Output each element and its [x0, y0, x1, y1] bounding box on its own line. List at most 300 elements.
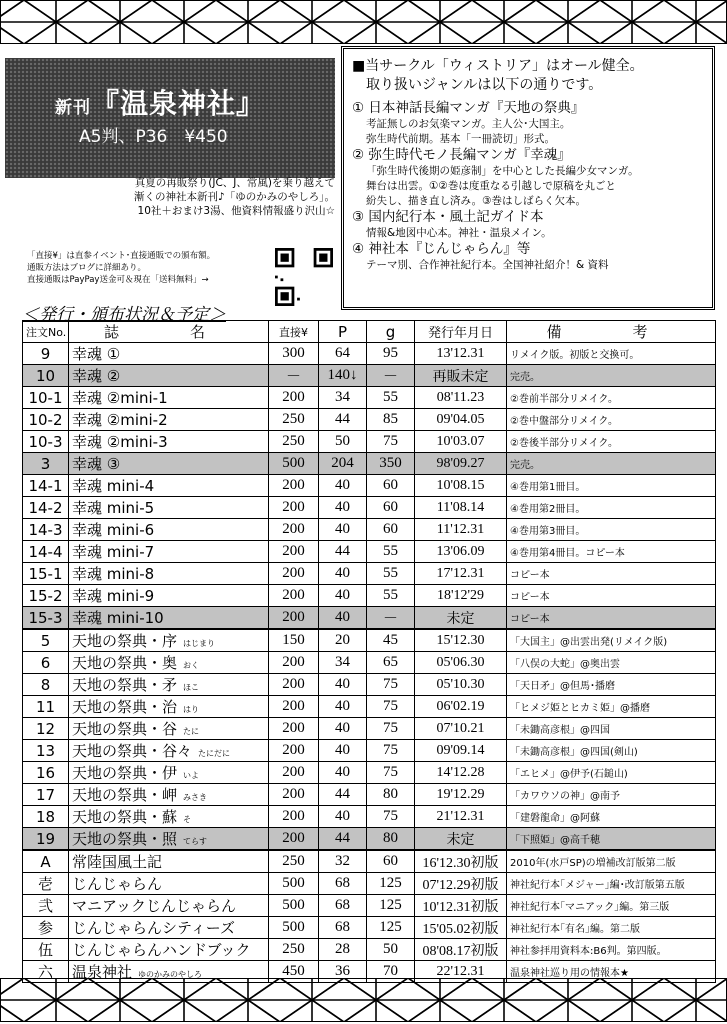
table-row — [23, 718, 716, 740]
promo-book-title: 『温泉神社』 — [91, 87, 266, 120]
order-no-cell — [23, 431, 69, 453]
note-cell-text: ②巻後半部分リメイク。 — [510, 438, 618, 449]
pages-cell — [319, 475, 367, 497]
genre-detail: 弥生時代前期。基本「一冊読切」形式。 — [366, 133, 555, 145]
date-cell — [415, 497, 507, 519]
title-cell-text: 天地の祭典・矛 — [72, 676, 178, 694]
table-row — [23, 696, 716, 718]
price-cell-text: 250 — [282, 941, 305, 957]
publication-table — [22, 320, 716, 983]
order-no-cell — [23, 674, 69, 696]
weight-cell-text: 70 — [383, 963, 398, 979]
weight-cell-text: 55 — [383, 543, 398, 559]
weight-cell — [367, 497, 415, 519]
order-no-cell — [23, 652, 69, 674]
price-cell — [269, 585, 319, 607]
note-cell — [507, 740, 716, 762]
pages-cell — [319, 762, 367, 784]
title-cell — [69, 409, 269, 431]
title-cell-text: 幸魂 mini-4 — [72, 477, 155, 495]
date-cell — [415, 563, 507, 585]
price-cell — [269, 343, 319, 365]
weight-cell-text: 85 — [383, 411, 398, 427]
promo-desc-line: 真夏の再販祭り(JC、J、常風)を乗り越えて — [134, 177, 335, 189]
date-cell-text: 19'12.29 — [436, 786, 485, 802]
pages-cell-text: 20 — [335, 632, 350, 648]
weight-cell-text: 125 — [379, 919, 402, 935]
order-no-cell — [23, 806, 69, 828]
weight-cell — [367, 784, 415, 806]
order-no-cell — [23, 718, 69, 740]
pages-cell-text: 40 — [335, 521, 350, 537]
header-title: 誌 名 — [69, 321, 269, 343]
weight-cell — [367, 563, 415, 585]
note-cell — [507, 917, 716, 939]
note-cell-text: コピー本 — [510, 614, 550, 625]
weight-cell-text: 95 — [383, 345, 398, 361]
weight-cell — [367, 387, 415, 409]
note-cell-text: ④巻用第2冊目。 — [510, 504, 586, 515]
pages-cell — [319, 563, 367, 585]
order-no-cell-text: 10-3 — [28, 432, 63, 451]
order-no-cell-text: 15-1 — [28, 564, 63, 583]
price-cell-text: 500 — [282, 897, 305, 913]
price-cell — [269, 696, 319, 718]
header-price: 直接¥ — [269, 321, 319, 343]
weight-cell-text: 60 — [383, 853, 398, 869]
date-cell-text: 07'12.29初版 — [422, 877, 499, 893]
date-cell — [415, 850, 507, 873]
weight-cell — [367, 519, 415, 541]
price-cell — [269, 850, 319, 873]
order-no-cell — [23, 563, 69, 585]
title-cell-text: 天地の祭典・岬 — [72, 786, 178, 804]
order-no-cell-text: 13 — [35, 741, 56, 760]
pages-cell-text: 40 — [335, 499, 350, 515]
date-cell — [415, 873, 507, 895]
table-row — [23, 895, 716, 917]
table-row — [23, 740, 716, 762]
note-cell-text: 「八俣の大蛇」@奥出雲 — [510, 659, 620, 670]
order-no-cell — [23, 828, 69, 851]
note-cell-text: 「カワウソの神」@南予 — [510, 791, 620, 802]
title-cell — [69, 762, 269, 784]
title-cell-text: 天地の祭典・谷 — [72, 720, 178, 738]
title-reading: はじまり — [183, 639, 216, 648]
weight-cell-text: 350 — [379, 455, 402, 471]
price-cell — [269, 806, 319, 828]
genre-heading: ③ 国内紀行本・風土記ガイド本 — [352, 209, 544, 225]
genre-heading: ① 日本神話長編マンガ『天地の祭典』 — [352, 100, 585, 116]
genre-heading: ④ 神社本『じんじゃらん』等 — [352, 241, 531, 257]
title-cell-text: 幸魂 mini-6 — [72, 521, 155, 539]
order-no-cell — [23, 607, 69, 630]
price-cell — [269, 519, 319, 541]
note-cell-text: 「未鋤高彦根」@四国(剣山) — [510, 747, 638, 758]
weight-cell-text: 80 — [383, 786, 398, 802]
promo-description — [45, 176, 335, 218]
title-cell — [69, 563, 269, 585]
order-no-cell — [23, 629, 69, 652]
price-cell-text: 500 — [282, 455, 305, 471]
pages-cell — [319, 718, 367, 740]
order-no-cell — [23, 696, 69, 718]
header-notes: 備 考 — [507, 321, 716, 343]
title-cell-text: じんじゃらんシティーズ — [72, 919, 236, 937]
order-no-cell-text: 16 — [35, 763, 56, 782]
date-cell-text: 再販未定 — [432, 369, 489, 385]
weight-cell-text: 75 — [383, 433, 398, 449]
note-cell-text: 2010年(水戸SP)の増補改訂版第二版 — [510, 858, 676, 869]
table-row — [23, 497, 716, 519]
note-cell — [507, 585, 716, 607]
note-cell — [507, 541, 716, 563]
title-cell-text: じんじゃらんハンドブック — [72, 941, 251, 959]
date-cell — [415, 939, 507, 961]
note-cell — [507, 387, 716, 409]
weight-cell-text: － — [382, 369, 398, 385]
order-no-cell-text: A — [40, 852, 51, 871]
price-cell-text: 200 — [282, 742, 305, 758]
weight-cell — [367, 762, 415, 784]
date-cell-text: 11'08.14 — [436, 499, 485, 515]
title-reading: みさき — [183, 793, 208, 802]
table-row — [23, 431, 716, 453]
title-cell-text: 幸魂 mini-5 — [72, 499, 155, 517]
weight-cell — [367, 431, 415, 453]
price-cell — [269, 674, 319, 696]
title-cell-text: マニアックじんじゃらん — [72, 897, 236, 915]
note-cell-text: コピー本 — [510, 592, 550, 603]
price-cell — [269, 409, 319, 431]
weight-cell-text: － — [382, 611, 398, 627]
promo-title — [55, 82, 265, 122]
price-cell-text: 200 — [282, 565, 305, 581]
table-row — [23, 939, 716, 961]
date-cell-text: 10'03.07 — [436, 433, 485, 449]
purchase-note-line: 直接通販はPayPay送金可＆現在「送料無料」→ — [27, 275, 209, 285]
order-no-cell-text: 14-1 — [28, 476, 63, 495]
note-cell-text: 温泉神社巡り用の情報本★ — [510, 968, 629, 979]
pages-cell — [319, 607, 367, 630]
weight-cell — [367, 740, 415, 762]
pages-cell-text: 44 — [335, 830, 350, 846]
header-order-no: 注文No. — [23, 321, 69, 343]
title-cell-text: 幸魂 mini-9 — [72, 587, 155, 605]
title-cell — [69, 806, 269, 828]
pages-cell-text: 40 — [335, 808, 350, 824]
pages-cell — [319, 519, 367, 541]
weight-cell — [367, 475, 415, 497]
weight-cell-text: 80 — [383, 830, 398, 846]
pages-cell — [319, 409, 367, 431]
table-row — [23, 519, 716, 541]
date-cell-text: 22'12.31 — [436, 963, 485, 979]
title-cell — [69, 674, 269, 696]
title-cell-text: 幸魂 ②mini-1 — [72, 389, 168, 407]
title-reading: てらす — [183, 837, 208, 846]
table-row — [23, 850, 716, 873]
date-cell — [415, 343, 507, 365]
weight-cell-text: 75 — [383, 808, 398, 824]
note-cell — [507, 519, 716, 541]
date-cell — [415, 409, 507, 431]
date-cell — [415, 607, 507, 630]
pages-cell-text: 40 — [335, 764, 350, 780]
date-cell-text: 10'08.15 — [436, 477, 485, 493]
weight-cell-text: 75 — [383, 676, 398, 692]
note-cell-text: 「建磐龍命」@阿蘇 — [510, 813, 600, 824]
promo-desc-line: 10社＋おまけ3湯、他資料情報盛り沢山☆ — [137, 205, 335, 217]
promo-desc-line: 漸くの神社本新刊♪「ゆのかみのやしろ」。 — [134, 191, 335, 203]
order-no-cell-text: 18 — [35, 807, 56, 826]
order-no-cell — [23, 762, 69, 784]
price-cell — [269, 453, 319, 475]
price-cell-text: 200 — [282, 676, 305, 692]
weight-cell — [367, 629, 415, 652]
order-no-cell-text: 伍 — [37, 941, 53, 959]
pages-cell — [319, 939, 367, 961]
table-row — [23, 784, 716, 806]
header-weight: g — [367, 321, 415, 343]
header-pages: P — [319, 321, 367, 343]
price-cell-text: 500 — [282, 919, 305, 935]
title-cell — [69, 541, 269, 563]
weight-cell — [367, 850, 415, 873]
price-cell — [269, 365, 319, 387]
pages-cell-text: 140↓ — [327, 367, 358, 383]
qr-code-icon[interactable] — [275, 248, 333, 306]
circle-info-box — [341, 46, 715, 310]
pages-cell — [319, 387, 367, 409]
title-cell — [69, 497, 269, 519]
price-cell — [269, 740, 319, 762]
price-cell — [269, 718, 319, 740]
weight-cell — [367, 541, 415, 563]
genre-detail: 「弥生時代後期の姫彦制」を中心とした長編少女マンガ。 — [366, 165, 639, 177]
weight-cell-text: 75 — [383, 742, 398, 758]
pages-cell — [319, 828, 367, 851]
bottom-decorative-border — [0, 978, 727, 1022]
order-no-cell — [23, 409, 69, 431]
title-cell — [69, 895, 269, 917]
title-cell — [69, 629, 269, 652]
title-cell-text: 幸魂 ②mini-3 — [72, 433, 168, 451]
pages-cell-text: 44 — [335, 786, 350, 802]
table-row — [23, 541, 716, 563]
weight-cell-text: 60 — [383, 499, 398, 515]
pages-cell-text: 34 — [335, 654, 350, 670]
title-cell-text: 常陸国風土記 — [72, 853, 163, 871]
order-no-cell-text: 14-3 — [28, 520, 63, 539]
title-cell — [69, 453, 269, 475]
price-cell-text: 200 — [282, 389, 305, 405]
weight-cell — [367, 453, 415, 475]
price-cell-text: 250 — [282, 853, 305, 869]
order-no-cell-text: 参 — [37, 919, 53, 937]
price-cell-text: 450 — [282, 963, 305, 979]
note-cell-text: 神社紀行本｢有名｣編。第二版 — [510, 924, 640, 935]
note-cell-text: ②巻中盤部分リメイク。 — [510, 416, 618, 427]
weight-cell — [367, 343, 415, 365]
weight-cell-text: 75 — [383, 764, 398, 780]
title-cell-text: 天地の祭典・伊 — [72, 764, 178, 782]
title-cell — [69, 607, 269, 630]
pages-cell-text: 40 — [335, 676, 350, 692]
price-cell — [269, 873, 319, 895]
price-cell-text: 200 — [282, 587, 305, 603]
pages-cell-text: 64 — [335, 345, 350, 361]
date-cell-text: 98'09.27 — [436, 455, 485, 471]
title-cell-text: 幸魂 ① — [72, 345, 121, 363]
title-cell — [69, 387, 269, 409]
title-cell-text: 幸魂 mini-8 — [72, 565, 155, 583]
note-cell-text: 神社紀行本｢マニアック｣編。第三版 — [510, 902, 670, 913]
pages-cell — [319, 674, 367, 696]
date-cell-text: 13'12.31 — [436, 345, 485, 361]
note-cell — [507, 674, 716, 696]
price-cell — [269, 939, 319, 961]
title-cell — [69, 850, 269, 873]
order-no-cell — [23, 475, 69, 497]
weight-cell — [367, 873, 415, 895]
date-cell — [415, 828, 507, 851]
date-cell-text: 06'02.19 — [436, 698, 485, 714]
table-row — [23, 563, 716, 585]
note-cell — [507, 475, 716, 497]
pages-cell-text: 68 — [335, 875, 350, 891]
pages-cell — [319, 652, 367, 674]
order-no-cell-text: 15-3 — [28, 608, 63, 627]
pages-cell — [319, 696, 367, 718]
date-cell — [415, 453, 507, 475]
weight-cell — [367, 895, 415, 917]
title-cell-text: 幸魂 ② — [72, 367, 121, 385]
order-no-cell-text: 14-2 — [28, 498, 63, 517]
price-cell — [269, 497, 319, 519]
date-cell-text: 未定 — [446, 832, 475, 848]
pages-cell — [319, 895, 367, 917]
pages-cell — [319, 629, 367, 652]
pages-cell — [319, 453, 367, 475]
weight-cell — [367, 696, 415, 718]
table-row — [23, 652, 716, 674]
weight-cell-text: 55 — [383, 587, 398, 603]
price-cell — [269, 762, 319, 784]
weight-cell-text: 55 — [383, 565, 398, 581]
table-row — [23, 343, 716, 365]
order-no-cell-text: 6 — [40, 653, 51, 672]
table-row — [23, 917, 716, 939]
note-cell-text: ④巻用第1冊目。 — [510, 482, 586, 493]
date-cell — [415, 365, 507, 387]
price-cell — [269, 475, 319, 497]
title-reading: たにだに — [198, 749, 231, 758]
pages-cell — [319, 585, 367, 607]
price-cell-text: 200 — [282, 830, 305, 846]
order-no-cell — [23, 917, 69, 939]
title-cell — [69, 740, 269, 762]
title-reading: たに — [183, 727, 200, 736]
date-cell-text: 08'08.17初版 — [422, 943, 499, 959]
date-cell-text: 09'04.05 — [436, 411, 485, 427]
price-cell-text: 200 — [282, 609, 305, 625]
date-cell-text: 15'05.02初版 — [422, 921, 499, 937]
date-cell-text: 13'06.09 — [436, 543, 485, 559]
price-cell-text: 200 — [282, 477, 305, 493]
order-no-cell-text: 17 — [35, 785, 56, 804]
title-reading: はり — [183, 705, 200, 714]
price-cell-text: 200 — [282, 698, 305, 714]
price-cell — [269, 784, 319, 806]
table-row — [23, 475, 716, 497]
table-row — [23, 806, 716, 828]
weight-cell-text: 50 — [383, 941, 398, 957]
price-cell — [269, 541, 319, 563]
pages-cell — [319, 541, 367, 563]
pages-cell-text: 40 — [335, 477, 350, 493]
price-cell — [269, 629, 319, 652]
weight-cell — [367, 652, 415, 674]
info-lead-line: 取り扱いジャンルは以下の通りです。 — [352, 77, 603, 93]
price-cell-text: 200 — [282, 808, 305, 824]
note-cell — [507, 895, 716, 917]
note-cell-text: 「天日矛」@但馬･播磨 — [510, 681, 615, 692]
purchase-note-line: 通販方法はブログに詳細あり。 — [27, 263, 147, 273]
order-no-cell — [23, 895, 69, 917]
price-cell — [269, 607, 319, 630]
pages-cell-text: 40 — [335, 698, 350, 714]
date-cell-text: 05'10.30 — [436, 676, 485, 692]
title-cell-text: 幸魂 ②mini-2 — [72, 411, 168, 429]
issue-status-heading: ＜発行・頒布状況＆予定＞ — [22, 305, 226, 325]
top-decorative-border — [0, 0, 727, 44]
order-no-cell-text: 10-2 — [28, 410, 63, 429]
note-cell — [507, 629, 716, 652]
order-no-cell — [23, 939, 69, 961]
date-cell-text: 09'09.14 — [436, 742, 485, 758]
title-cell — [69, 431, 269, 453]
weight-cell — [367, 939, 415, 961]
date-cell-text: 15'12.30 — [436, 632, 485, 648]
weight-cell-text: 75 — [383, 698, 398, 714]
order-no-cell — [23, 541, 69, 563]
note-cell-text: 「エヒメ」@伊予(石鎚山) — [510, 769, 628, 780]
price-cell-text: 200 — [282, 720, 305, 736]
price-cell-text: 150 — [282, 632, 305, 648]
table-row — [23, 607, 716, 630]
title-cell — [69, 343, 269, 365]
order-no-cell — [23, 585, 69, 607]
title-reading: そ — [183, 815, 192, 824]
note-cell — [507, 696, 716, 718]
note-cell — [507, 409, 716, 431]
title-cell — [69, 828, 269, 851]
genre-detail: 考証無しのお気楽マンガ。主人公･大国主。 — [366, 118, 571, 130]
pages-cell-text: 40 — [335, 742, 350, 758]
pages-cell — [319, 431, 367, 453]
title-cell-text: 天地の祭典・照 — [72, 830, 178, 848]
weight-cell — [367, 917, 415, 939]
order-no-cell-text: 六 — [37, 963, 53, 981]
info-lead-line: ■当サークル「ウィストリア」はオール健全。 — [352, 58, 644, 74]
title-cell-text: 天地の祭典・蘇 — [72, 808, 178, 826]
date-cell — [415, 431, 507, 453]
pages-cell — [319, 784, 367, 806]
price-cell — [269, 431, 319, 453]
weight-cell — [367, 674, 415, 696]
title-cell — [69, 365, 269, 387]
